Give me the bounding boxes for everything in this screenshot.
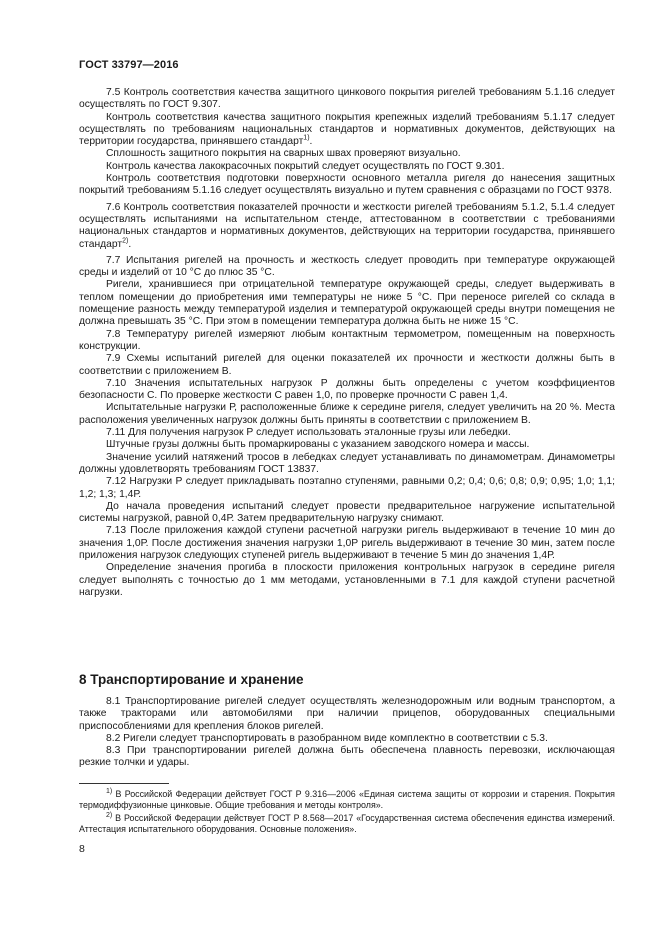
page-number: 8 (79, 843, 85, 855)
paragraph: 7.6 Контроль соответствия показателей прочности и жесткости ригелей требованиям 5.1.2, 5.1.4 следует осуществлять испытаниями на испытательном стенде, аттестованном в соответствии с требованиями национальных стандартов и нормативных документов, действующих на территории государства, принявшего стандарт$^{2)}$. (79, 201, 615, 250)
paragraph: Контроль соответствия качества защитного покрытия крепежных изделий требованиям 5.1.17 следует осуществлять по требованиям национальных стандартов и нормативных документов, действующих на территории государства, принявшего стандарт$^{1)}$. (79, 111, 615, 148)
paragraph: Сплошность защитного покрытия на сварных швах проверяют визуально. (106, 148, 461, 160)
paragraph: 7.9 Схемы испытаний ригелей для оценки показателей их прочности и жесткости должны быть в соответствии с приложением В. (79, 353, 615, 377)
paragraph: До начала проведения испытаний следует провести предварительное нагружение испытательной системы нагрузкой, равной 0,4Р. Затем предварительную нагрузку снимают. (79, 500, 615, 525)
paragraph: Ригели, хранившиеся при отрицательной температуре окружающей среды, следует выдерживать в теплом помещении до приобретения ими температуры не ниже 5 °С. При переносе ригелей со склада в помещение разность между температурой изделия и температурой окружающей среды внутри помещения не должна превышать 35 °С. При этом в помещении температура должна быть не ниже 15 °С. (79, 279, 615, 328)
paragraph: 8.2 Ригели следует транспортировать в разобранном виде комплектно в соответствии с 5.3. (106, 732, 548, 744)
paragraph: 7.7 Испытания ригелей на прочность и жесткость следует проводить при температуре окружающей среды и изделий от 10 °С до плюс 35 °С. (79, 254, 615, 279)
section-heading: 8 Транспортирование и хранение (79, 672, 304, 687)
paragraph: Контроль качества лакокрасочных покрытий следует осуществлять по ГОСТ 9.301. (106, 160, 505, 172)
paragraph: 7.13 После приложения каждой ступени расчетной нагрузки ригель выдерживают в течение 10 мин до значения 1,0Р. После достижения значения нагрузки 1,0Р ригель выдерживают в течение 30 мин, затем после приложения нагрузок следующих ступеней ригель выдерживают в течение 5 мин до значения 1,4Р. (79, 525, 615, 561)
main-text (79, 87, 615, 599)
paragraph: Контроль соответствия подготовки поверхности основного металла ригеля до нанесения защитных покрытий требованиям 5.1.16 следует осуществлять визуально и путем сравнения с образцами по ГОСТ 9378. (79, 173, 615, 197)
footnote-divider (79, 783, 169, 784)
paragraph: Значение усилий натяжений тросов в лебедках следует устанавливать по динамометрам. Динамометры должны удовлетворять требованиям ГОСТ 13837. (79, 451, 615, 475)
paragraph: 7.10 Значения испытательных нагрузок Р должны быть определены с учетом коэффициентов безопасности С. По проверке жесткости С равен 1,0, по проверке прочности С равен 1,4. (79, 377, 615, 402)
footnote: $^{1)}$ В Российской Федерации действует ГОСТ Р 9.316—2006 «Единая система защиты от коррозии и старения. Покрытия термодиффузионные цинковые. Общие требования и методы контроля». (79, 788, 615, 810)
paragraph: 7.11 Для получения нагрузок Р следует использовать эталонные грузы или лебедки. (106, 427, 511, 439)
paragraph: 8.3 При транспортировании ригелей должна быть обеспечена плавность перевозки, исключающая резкие толчки и удары. (79, 745, 615, 769)
paragraph: 7.12 Нагрузки Р следует прикладывать поэтапно ступенями, равными 0,2; 0,4; 0,6; 0,8; 0,9; 0,95; 1,0; 1,1; 1,2; 1,3; 1,4Р. (79, 476, 615, 500)
footnote-ref: 1) (303, 134, 310, 142)
paragraph: 8.1 Транспортирование ригелей следует осуществлять железнодорожным или водным транспортом, а также тракторами или автомобилями при наличии прицепов, оборудованных специальными приспособлениями для крепления блоков ригелей. (79, 696, 615, 732)
footnote-ref: 2) (122, 237, 129, 245)
footnotes (79, 789, 615, 837)
footnote: $^{2)}$ В Российской Федерации действует ГОСТ Р 8.568—2017 «Государственная система обеспечения единства измерений. Аттестация испытательного оборудования. Основные положения». (79, 812, 615, 834)
paragraph: Штучные грузы должны быть промаркированы с указанием заводского номера и массы. (106, 439, 530, 451)
paragraph: 7.5 Контроль соответствия качества защитного цинкового покрытия ригелей требованиям 5.1.16 следует осуществлять по ГОСТ 9.307. (79, 87, 615, 111)
section-text (79, 696, 615, 770)
paragraph: Определение значения прогиба в плоскости приложения контрольных нагрузок в середине ригеля следует выполнять с точностью до 1 мм методами, установленными в 7.1 для каждой ступени расчетной нагрузки. (79, 562, 615, 598)
footnote-mark: 1) (106, 788, 113, 796)
footnote-mark: 2) (106, 812, 113, 820)
document-header: ГОСТ 33797—2016 (79, 59, 179, 71)
paragraph: 7.8 Температуру ригелей измеряют любым контактным термометром, помещенным на поверхность конструкции. (79, 328, 615, 352)
paragraph: Испытательные нагрузки Р, расположенные ближе к середине ригеля, следует увеличить на 20 %. Места расположения увеличенных нагрузок должны быть приняты в соответствии с приложением В. (79, 402, 615, 426)
